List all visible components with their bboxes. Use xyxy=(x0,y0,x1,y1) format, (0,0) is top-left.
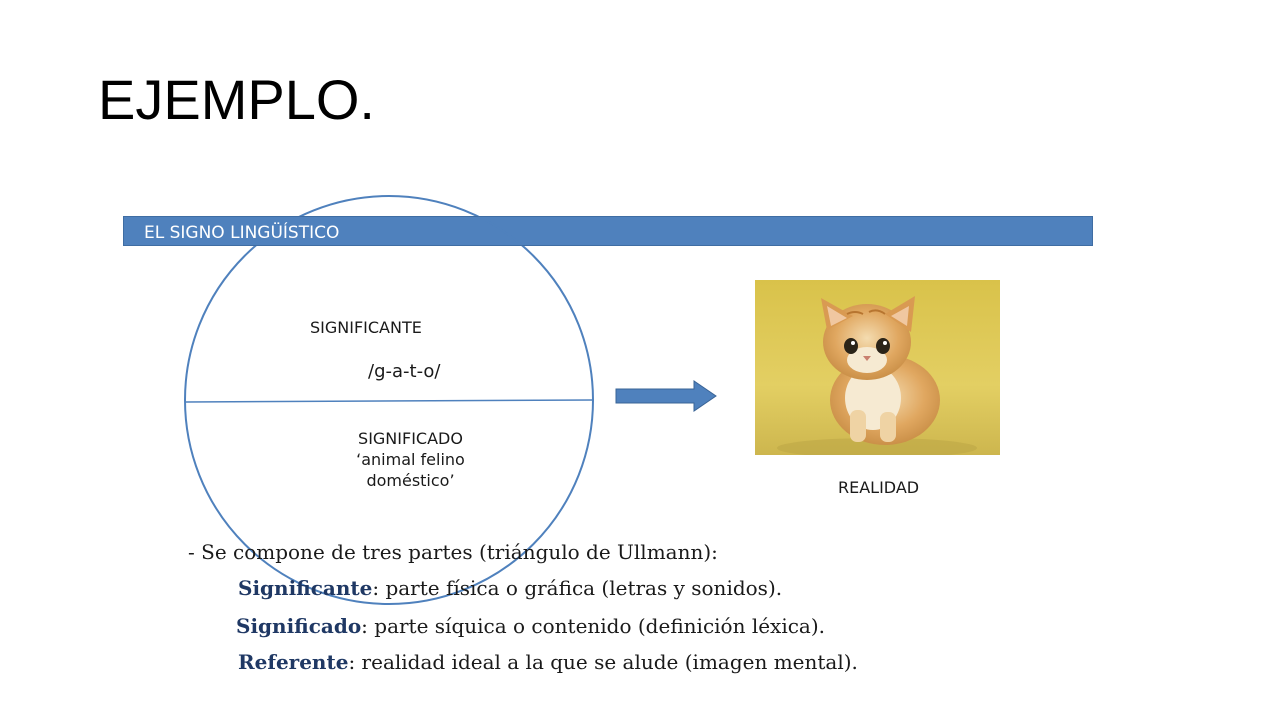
list-item-significante xyxy=(238,576,782,600)
reality-label: REALIDAD xyxy=(838,478,920,497)
definition-significado: : parte síquica o contenido (definición léxica). xyxy=(361,614,826,638)
significante-label: SIGNIFICANTE xyxy=(310,318,422,337)
kitten-photo xyxy=(755,280,1000,455)
definition-referente: : realidad ideal a la que se alude (imagen mental). xyxy=(348,650,858,674)
significado-value-line2: doméstico’ xyxy=(366,471,455,490)
slide-title: EJEMPLO. xyxy=(98,68,375,131)
term-referente: Referente xyxy=(238,650,349,674)
arrow-icon xyxy=(616,381,716,411)
banner xyxy=(123,216,1093,246)
significado-value-line1: ‘animal felino xyxy=(356,450,465,469)
list-item-significado xyxy=(236,614,825,638)
definition-significante: : parte física o gráfica (letras y sonidos). xyxy=(372,576,783,600)
significado-block xyxy=(298,428,523,491)
explanation-intro: - Se compone de tres partes (triángulo de Ullmann): xyxy=(188,540,718,564)
term-significado: Significado xyxy=(236,614,362,638)
term-significante: Significante xyxy=(238,576,373,600)
significado-label: SIGNIFICADO xyxy=(358,429,463,448)
circle-divider xyxy=(186,400,593,402)
significante-value: /g-a-t-o/ xyxy=(368,361,441,382)
banner-title: EL SIGNO LINGÜÍSTICO xyxy=(144,223,340,243)
list-item-referente xyxy=(238,650,858,674)
